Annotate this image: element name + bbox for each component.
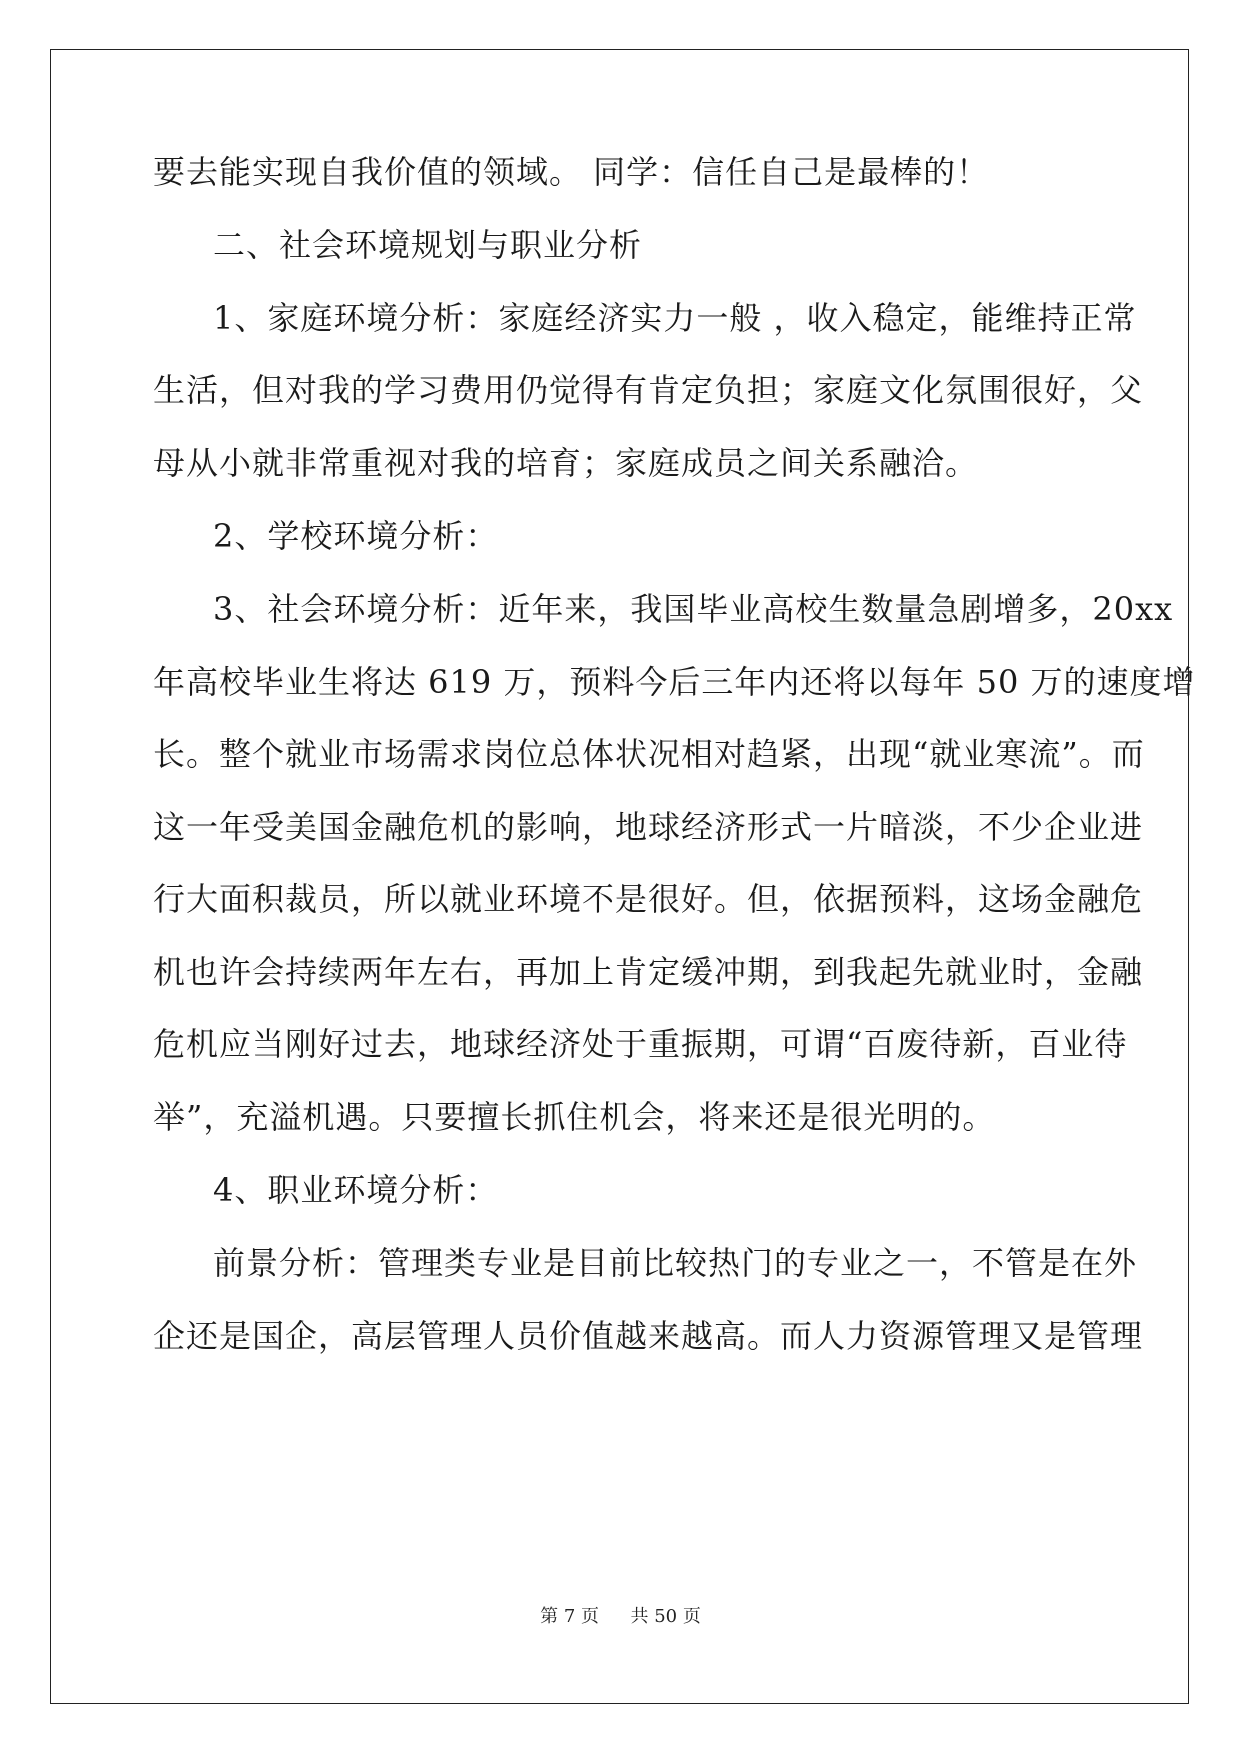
text-line-1: 要去能实现自我价值的领域。 同学：信任自己是最棒的！ [153, 153, 990, 191]
page-total: 共 50 页 [630, 1606, 701, 1627]
text-line-6: 2、学校环境分析： [213, 517, 499, 555]
text-line-8: 年高校毕业生将达 619 万，预料今后三年内还将以每年 50 万的速度增 [153, 663, 1196, 701]
text-line-14: 举”，充溢机遇。只要擅长抓住机会，将来还是很光明的。 [153, 1098, 996, 1136]
text-line-11: 行大面积裁员，所以就业环境不是很好。但，依据预料，这场金融危 [153, 880, 1144, 918]
section-heading-2: 二、社会环境规划与职业分析 [213, 226, 643, 264]
text-line-5: 母从小就非常重视对我的培育；家庭成员之间关系融洽。 [153, 444, 979, 482]
text-line-7: 3、社会环境分析：近年来，我国毕业高校生数量急剧增多，20xx [213, 590, 1174, 628]
text-line-17: 企还是国企，高层管理人员价值越来越高。而人力资源管理又是管理 [153, 1317, 1144, 1355]
text-line-15: 4、职业环境分析： [213, 1171, 499, 1209]
text-line-9: 长。整个就业市场需求岗位总体状况相对趋紧，出现“就业寒流”。而 [153, 735, 1145, 773]
page-number: 第 7 页 [540, 1606, 600, 1627]
text-line-12: 机也许会持续两年左右，再加上肯定缓冲期，到我起先就业时，金融 [153, 953, 1144, 991]
text-line-13: 危机应当刚好过去，地球经济处于重振期，可谓“百废待新，百业待 [153, 1025, 1128, 1063]
text-line-3: 1、家庭环境分析：家庭经济实力一般 ，收入稳定，能维持正常 [213, 299, 1137, 337]
page-footer [0, 1605, 1241, 1629]
text-line-10: 这一年受美国金融危机的影响，地球经济形式一片暗淡，不少企业进 [153, 808, 1144, 846]
text-line-16: 前景分析：管理类专业是目前比较热门的专业之一，不管是在外 [213, 1244, 1138, 1282]
text-line-4: 生活，但对我的学习费用仍觉得有肯定负担；家庭文化氛围很好，父 [153, 371, 1144, 409]
